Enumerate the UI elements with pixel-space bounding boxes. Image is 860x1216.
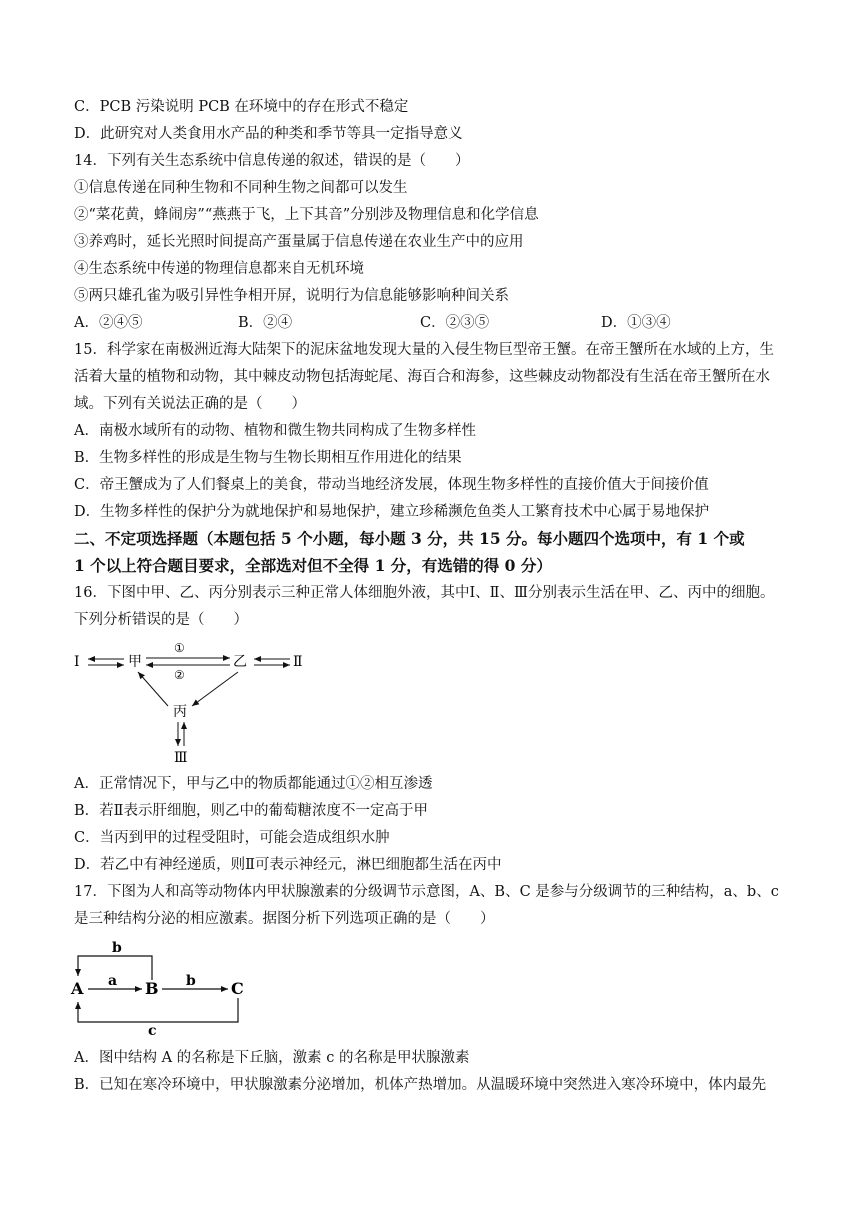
q17-option-a: A．图中结构 A 的名称是下丘脑，激素 c 的名称是甲状腺激素	[74, 1050, 470, 1066]
q16-fluid-yi: 乙	[233, 654, 247, 670]
q15-option-c: C．帝王蟹成为了人们餐桌上的美食，带动当地经济发展，体现生物多样性的直接价值大于间接价值	[74, 477, 709, 493]
q16-option-d: D．若乙中有神经递质，则Ⅱ可表示神经元，淋巴细胞都生活在丙中	[74, 857, 502, 873]
q17-label-b-top: b	[112, 940, 122, 956]
q17-stem-line-1: 17．下图为人和高等动物体内甲状腺激素的分级调节示意图，A、B、C 是参与分级调节的三种结构，a、b、c	[74, 884, 779, 900]
q16-stem-line-1: 16．下图中甲、乙、丙分别表示三种正常人体细胞外液，其中Ⅰ、Ⅱ、Ⅲ分别表示生活在甲、乙、丙中的细胞。	[74, 585, 775, 601]
section2-heading-line-1: 二、不定项选择题（本题包括 5 个小题，每小题 3 分，共 15 分。每小题四个选项中，有 1 个或	[74, 529, 745, 548]
q15-stem-line-1: 15．科学家在南极洲近海大陆架下的泥床盆地发现大量的入侵生物巨型帝王蟹。在帝王蟹所在水域的上方，生	[74, 342, 774, 358]
q14-item-4: ④生态系统中传递的物理信息都来自无机环境	[74, 261, 364, 277]
q16-cell-2: Ⅱ	[293, 654, 303, 670]
q17-option-b: B．已知在寒冷环境中，甲状腺激素分泌增加，机体产热增加。从温暖环境中突然进入寒冷环境中，体内最先	[74, 1077, 767, 1093]
q13-option-c: C．PCB 污染说明 PCB 在环境中的存在形式不稳定	[74, 99, 409, 115]
q16-option-b: B．若Ⅱ表示肝细胞，则乙中的葡萄糖浓度不一定高于甲	[74, 803, 429, 819]
q14-item-5: ⑤两只雄孔雀为吸引异性争相开屏，说明行为信息能够影响种间关系	[74, 288, 509, 304]
q14-item-3: ③养鸡时，延长光照时间提高产蛋量属于信息传递在农业生产中的应用	[74, 234, 524, 250]
q15-option-d: D．生物多样性的保护分为就地保护和易地保护，建立珍稀濒危鱼类人工繁育技术中心属于易地保护	[74, 504, 710, 520]
q17-label-c: c	[148, 1023, 157, 1036]
q14-item-1: ①信息传递在同种生物和不同种生物之间都可以发生	[74, 180, 408, 196]
q15-stem-line-2: 活着大量的植物和动物，其中棘皮动物包括海蛇尾、海百合和海参，这些棘皮动物都没有生活在帝王蟹所在水	[74, 369, 770, 385]
q16-option-c: C．当丙到甲的过程受阻时，可能会造成组织水肿	[74, 830, 390, 846]
q14-stem: 14．下列有关生态系统中信息传递的叙述，错误的是（ ）	[74, 153, 470, 169]
q17-diagram	[68, 936, 258, 1036]
q17-label-a: a	[108, 973, 118, 989]
q16-cell-3: Ⅲ	[174, 750, 188, 766]
q16-arrow-2-label: ②	[174, 668, 185, 682]
q16-fluid-bing: 丙	[173, 704, 187, 720]
q16-stem-line-2: 下列分析错误的是（ ）	[74, 612, 248, 628]
q17-structure-b: B	[145, 979, 159, 998]
q15-option-b: B．生物多样性的形成是生物与生物长期相互作用进化的结果	[74, 450, 462, 466]
q16-fluid-jia: 甲	[128, 654, 142, 670]
q16-option-a: A．正常情况下，甲与乙中的物质都能通过①②相互渗透	[74, 776, 433, 792]
q17-stem-line-2: 是三种结构分泌的相应激素。据图分析下列选项正确的是（ ）	[74, 911, 495, 927]
q14-option-b: B．②④	[238, 315, 293, 331]
q15-stem-line-3: 域。下列有关说法正确的是（ ）	[74, 396, 306, 412]
q16-diagram	[70, 636, 310, 766]
q14-item-2: ②“菜花黄，蜂闹房”“燕燕于飞，上下其音”分别涉及物理信息和化学信息	[74, 207, 539, 223]
q17-structure-a: A	[71, 979, 84, 998]
section2-heading-line-2: 1 个以上符合题目要求，全部选对但不全得 1 分，有选错的得 0 分）	[74, 556, 552, 575]
q16-arrow-1-label: ①	[174, 641, 185, 655]
q16-cell-1: Ⅰ	[74, 654, 80, 670]
q14-option-c: C．②③⑤	[420, 315, 490, 331]
q14-option-a: A．②④⑤	[74, 315, 143, 331]
q17-structure-c: C	[231, 979, 244, 998]
q17-label-b-mid: b	[186, 973, 196, 989]
q15-option-a: A．南极水域所有的动物、植物和微生物共同构成了生物多样性	[74, 423, 476, 439]
q13-option-d: D．此研究对人类食用水产品的种类和季节等具一定指导意义	[74, 126, 463, 142]
q14-option-d: D．①③④	[601, 315, 671, 331]
